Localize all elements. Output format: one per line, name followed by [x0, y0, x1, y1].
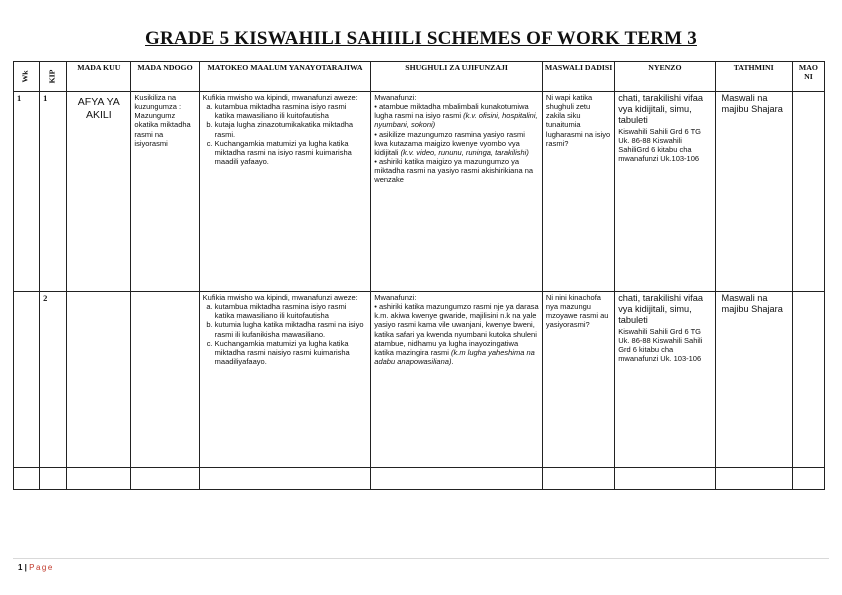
assessment: Maswali na majibu Shajara — [715, 292, 792, 468]
resources-books: Kiswahili Sahili Grd 6 TG Uk. 86-88 Kiswahili Sahili Grd 6 kitabu cha mwanafunzi Uk. 103-106 — [618, 326, 703, 364]
activities-intro: Mwanafunzi: — [374, 293, 417, 302]
footer-divider — [13, 558, 829, 559]
empty-cell — [67, 468, 131, 490]
resources-books: Kiswahili Sahili Grd 6 TG Uk. 86-88 Kiswahili SahiliGrd 6 kitabu cha mwanafunzi Uk.103-106 — [618, 126, 701, 164]
remarks — [792, 92, 824, 292]
empty-cell — [40, 468, 67, 490]
main-topic: AFYA YA AKILI — [67, 92, 131, 292]
activity-item: • atambue miktadha mbalimbali kunakotumiwa lugha rasmi na isiyo rasmi (k.v. ofisini, hospitalini, nyumbani, sokoni) — [374, 102, 538, 130]
table-row — [14, 292, 825, 468]
empty-cell — [615, 468, 715, 490]
table-row — [14, 92, 825, 292]
main-topic — [67, 292, 131, 468]
activities-list — [374, 302, 539, 339]
page-footer — [18, 563, 54, 572]
outcome-item: b. kutaja lugha zinazotumikakatika miktadha rasmi. — [215, 120, 368, 138]
header-mada-ndogo: MADA NDOGO — [131, 62, 199, 92]
resources-main: chati, tarakilishi vifaa vya kidijitali, simu, tabuleti — [618, 293, 703, 326]
learning-outcomes — [199, 92, 371, 292]
empty-cell — [715, 468, 792, 490]
remarks — [792, 292, 824, 468]
header-nyenzo: NYENZO — [615, 62, 715, 92]
outcomes-intro: Kufikia mwisho wa kipindi, mwanafunzi aweze: — [202, 93, 358, 102]
week-number — [14, 292, 40, 468]
outcomes-list — [203, 302, 368, 366]
header-mada-kuu: MADA KUU — [67, 62, 131, 92]
header-shughuli: SHUGHULI ZA UJIFUNZAJI — [371, 62, 543, 92]
activity-item: • ashiriki katika maigizo ya mazungumzo ya miktadha rasmi na yasiyo rasmi akishirikiana na wenzake — [374, 156, 534, 185]
resources-main: chati, tarakilishi vifaa vya kidijitali, simu, tabuleti — [618, 93, 703, 126]
sub-topic — [131, 292, 199, 468]
assessment: Maswali na majibu Shajara — [715, 92, 792, 292]
lesson-number: 1 — [40, 92, 67, 292]
outcome-item: b. kutumia lugha katika miktadha rasmi na isiyo rasmi ili kufanikisha mawasiliano. — [215, 320, 368, 338]
week-number: 1 — [14, 92, 40, 292]
header-tathmini: TATHMINI — [715, 62, 792, 92]
resources — [615, 292, 715, 468]
outcomes-list — [203, 102, 368, 166]
activities-intro: Mwanafunzi: — [374, 93, 417, 102]
header-matokeo: MATOKEO MAALUM YANAYOTARAJIWA — [199, 62, 371, 92]
resources — [615, 92, 715, 292]
outcome-item: c. Kuchangamkia matumizi ya lugha katika miktadha rasmi naisiyo rasmi kuimarisha maadiliyafaayo. — [215, 339, 368, 366]
empty-cell — [199, 468, 371, 490]
sub-topic: Kusikiliza na kuzungumza : Mazungumz okatika miktadha rasmi na isiyorasmi — [131, 92, 199, 292]
empty-cell — [792, 468, 824, 490]
empty-cell — [14, 468, 40, 490]
header-kip: KIP — [40, 62, 67, 92]
learning-activities — [371, 292, 543, 468]
header-wk: Wk — [14, 62, 40, 92]
outcome-item: a. kutambua miktadha rasmina isiyo rasmi katika mawasiliano ili kuitofautisha — [215, 102, 368, 120]
inquiry-question: Ni nini kinachofa nya mazungu mzoyawe rasmi au yasiyorasmi? — [542, 292, 614, 468]
empty-cell — [542, 468, 614, 490]
learning-activities — [371, 92, 543, 292]
outcomes-intro: Kufikia mwisho wa kipindi, mwanafunzi aweze: — [202, 293, 358, 302]
schemes-of-work-table — [13, 61, 825, 490]
outcome-item: a. kutambua miktadha rasmina isiyo rasmi katika mawasiliano ili kuitofautisha — [215, 302, 368, 320]
header-maoni: MAO NI — [792, 62, 824, 92]
inquiry-question: Ni wapi katika shughuli zetu zakila siku tunaitumia lugharasmi na isiyo rasmi? — [542, 92, 614, 292]
empty-cell — [131, 468, 199, 490]
page-number: 1 — [18, 563, 23, 572]
empty-cell — [371, 468, 543, 490]
activity-item: • asikilize mazungumzo rasmina yasiyo rasmi kwa kutazama maigizo kwenye vyombo vya kidijitali (k.v. video, rununu, runinga, tarakilishi) — [374, 129, 529, 157]
activity-item: • ashiriki katika mazungumzo rasmi nje ya darasa k.m. akiwa kwenye gwaride, majilisini n.k na yale yasiyo rasmi kama vile uwanjani, kwenye bweni, katika safari ya kwenda nyumbani kutoka shuleni — [374, 302, 539, 339]
lesson-number: 2 — [40, 292, 67, 468]
page-separator: | — [22, 563, 30, 572]
learning-outcomes — [199, 292, 371, 468]
page-label: Page — [29, 563, 54, 572]
page-title: GRADE 5 KISWAHILI SAHIILI SCHEMES OF WORK TERM 3 — [145, 28, 697, 49]
outcome-item: c. Kuchangamkia matumizi ya lugha katika miktadha rasmi na isiyo rasmi kuimarisha maadili yafaayo. — [215, 139, 368, 166]
table-row-empty — [14, 468, 825, 490]
activity-item: atambue, nidhamu ya lugha inayozingatiwa katika mazingira rasmi (k.m lugha yaheshima na adabu anapowasiliana). — [374, 338, 535, 366]
header-maswali: MASWALI DADISI — [542, 62, 614, 92]
header-row — [14, 62, 825, 92]
activities-list — [374, 102, 539, 184]
